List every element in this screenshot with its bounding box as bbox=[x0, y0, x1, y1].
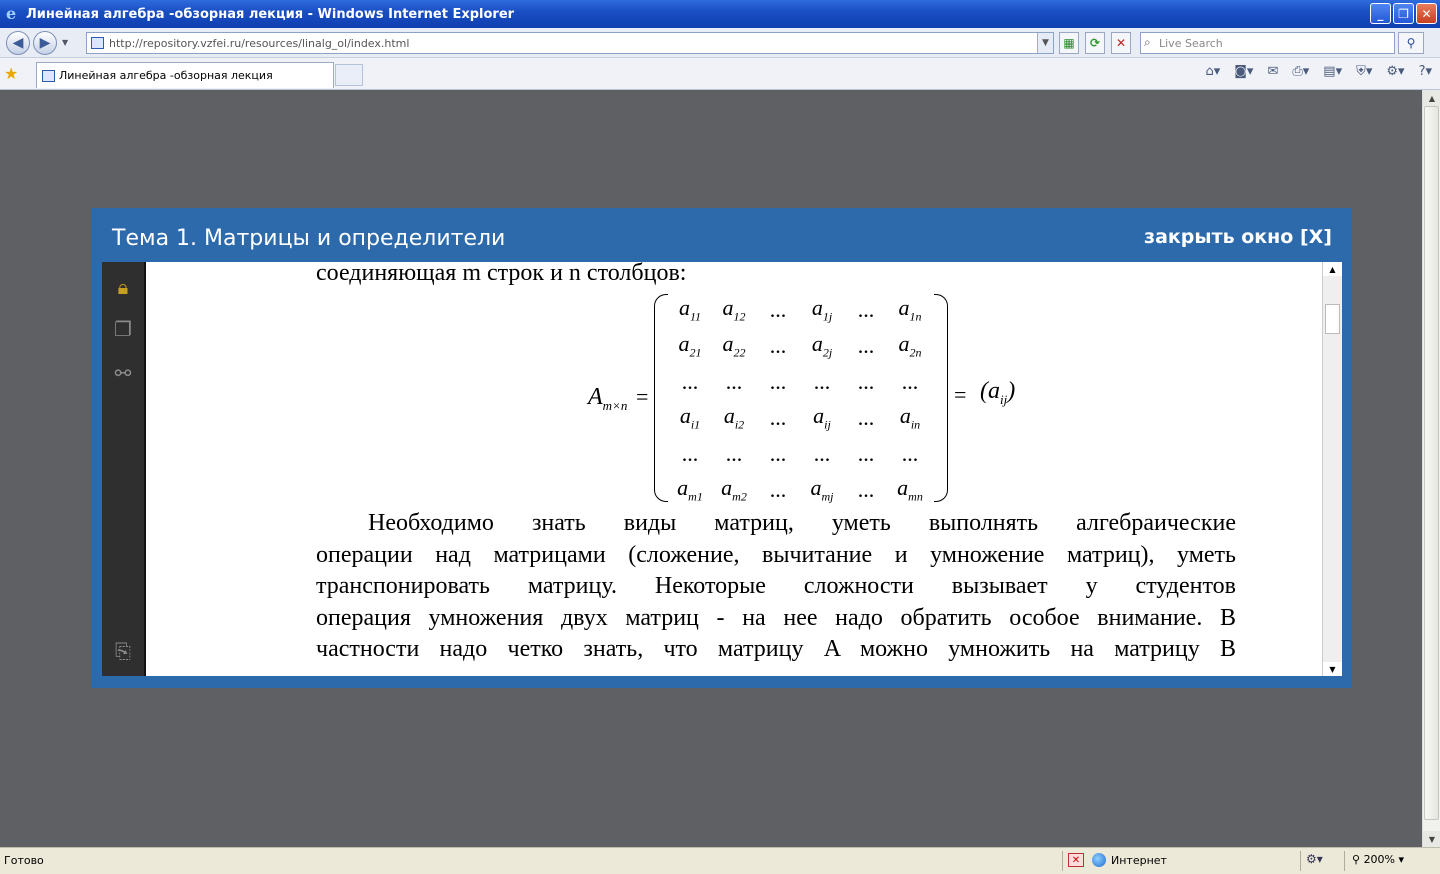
equals-sign-2: = bbox=[954, 382, 967, 407]
tools-icon[interactable]: ⚙▾ bbox=[1386, 64, 1405, 79]
matrix-lhs: $A_{m\times n}$ bbox=[588, 384, 628, 413]
tab-title: Линейная алгебра -обзорная лекция bbox=[59, 69, 273, 82]
window-titlebar bbox=[0, 0, 1440, 28]
stop-button[interactable] bbox=[1111, 32, 1131, 54]
zoom-level: 200% bbox=[1363, 853, 1396, 866]
status-divider bbox=[1062, 851, 1063, 871]
binoculars-icon[interactable]: ⚯ bbox=[114, 361, 132, 385]
paragraph-line-4: операция умножения двух матриц - на нее надо обратить особое внимание. В bbox=[316, 604, 1236, 631]
scroll-down-arrow[interactable]: ▼ bbox=[1423, 831, 1440, 847]
window-controls bbox=[1370, 3, 1437, 24]
back-button[interactable] bbox=[6, 31, 30, 55]
matrix-rhs: $(a_{ij})$ bbox=[980, 378, 1016, 407]
doc-scroll-down[interactable]: ▼ bbox=[1323, 662, 1342, 676]
zone-label: Интернет bbox=[1111, 853, 1167, 867]
text-line-1: соединяющая m строк и n столбцов: bbox=[316, 262, 687, 286]
refresh-button[interactable] bbox=[1085, 32, 1105, 54]
live-search-icon: ⌕ bbox=[1144, 35, 1151, 49]
favorites-star-icon[interactable]: ★ bbox=[4, 64, 19, 83]
tab-row bbox=[0, 58, 1440, 90]
compat-icon: ▦ bbox=[1063, 36, 1075, 50]
window-title: Линейная алгебра -обзорная лекция - Windows Internet Explorer bbox=[26, 6, 515, 22]
equals-sign-1: = bbox=[636, 384, 649, 409]
browser-scrollbar[interactable] bbox=[1422, 90, 1440, 847]
refresh-icon: ⟳ bbox=[1089, 36, 1101, 50]
search-placeholder: Live Search bbox=[1159, 36, 1223, 50]
address-toolbar bbox=[0, 28, 1440, 58]
new-tab-button[interactable] bbox=[335, 64, 363, 86]
globe-icon bbox=[1092, 853, 1106, 867]
search-field[interactable] bbox=[1140, 32, 1395, 54]
doc-scroll-up[interactable]: ▲ bbox=[1323, 262, 1342, 276]
status-divider-3 bbox=[1344, 851, 1345, 871]
paperclip-icon[interactable]: ⎘ bbox=[115, 639, 131, 663]
paragraph-line-5: частности надо четко знать, что матрицу A можно умножить на матрицу B bbox=[316, 636, 1236, 662]
help-icon[interactable]: ?▾ bbox=[1418, 64, 1432, 79]
page-menu-icon[interactable]: ▤▾ bbox=[1323, 64, 1343, 79]
search-button[interactable] bbox=[1398, 32, 1424, 54]
history-dropdown[interactable]: ▼ bbox=[62, 38, 69, 47]
document-scrollbar[interactable] bbox=[1322, 262, 1342, 676]
scroll-up-arrow[interactable]: ▲ bbox=[1423, 90, 1440, 106]
command-bar bbox=[1206, 64, 1432, 79]
viewer-sidebar bbox=[102, 262, 146, 676]
tab-page-icon bbox=[42, 70, 55, 82]
zoom-control[interactable]: ⚲ 200% ▾ bbox=[1352, 853, 1405, 866]
paragraph-line-3: транспонировать матрицу. Некоторые сложности вызывает у студентов bbox=[316, 573, 1236, 599]
address-field[interactable] bbox=[86, 32, 1054, 54]
search-icon: ⚲ bbox=[1406, 36, 1416, 50]
forward-icon: ▶ bbox=[39, 35, 51, 51]
matrix-grid: $a_{11}$ $a_{12}$ ... $a_{1j}$ ... $a_{1n}$ $a_{21}$ $a_{22}$ ... $a_{2j}$ ... $a_{2n}$ ... ... ... ... ... ... $a_{i1}$ $a_{i2}$ ... $a_{ij}$ ... $a_{in}$ ... ... ... ... ... ... $a_{m1}$ $a_{m2}$ ... $a_{mj}$ ... $a_{mn}$ bbox=[677, 295, 923, 504]
pages-icon[interactable]: ❐ bbox=[114, 317, 132, 341]
panel-title: Тема 1. Матрицы и определители bbox=[112, 226, 506, 251]
close-window-button[interactable]: ✕ bbox=[1416, 3, 1437, 24]
lecture-panel bbox=[92, 208, 1352, 688]
close-panel-button[interactable]: закрыть окно [X] bbox=[1144, 226, 1332, 248]
home-icon[interactable]: ⌂▾ bbox=[1205, 64, 1221, 79]
page-icon bbox=[91, 37, 104, 49]
status-bar bbox=[0, 847, 1440, 874]
mail-icon[interactable]: ✉ bbox=[1267, 64, 1279, 79]
print-icon[interactable]: ⎙▾ bbox=[1292, 64, 1310, 79]
address-dropdown[interactable]: ▼ bbox=[1037, 33, 1053, 53]
rss-icon[interactable]: ◙▾ bbox=[1234, 64, 1254, 79]
right-paren bbox=[934, 294, 948, 502]
security-zone bbox=[1092, 853, 1167, 867]
status-text: Готово bbox=[4, 854, 44, 867]
back-icon: ◀ bbox=[12, 35, 24, 51]
address-url: http://repository.vzfei.ru/resources/linalg_ol/index.html bbox=[109, 36, 410, 50]
left-paren bbox=[654, 294, 668, 502]
status-divider-2 bbox=[1300, 851, 1301, 871]
blocked-icon[interactable]: ✕ bbox=[1068, 853, 1084, 867]
ie-icon: e bbox=[6, 4, 17, 23]
safety-icon[interactable]: ⛨▾ bbox=[1356, 64, 1373, 79]
scroll-thumb[interactable] bbox=[1424, 106, 1439, 820]
lock-icon[interactable]: 🔒︎ bbox=[117, 275, 129, 299]
paragraph-line-1: Необходимо знать виды матриц, уметь выполнять алгебраические bbox=[368, 510, 1236, 536]
compat-button[interactable] bbox=[1059, 32, 1079, 54]
doc-scroll-thumb[interactable] bbox=[1325, 304, 1340, 334]
maximize-button[interactable]: ❐ bbox=[1393, 3, 1414, 24]
paragraph-line-2: операции над матрицами (сложение, вычитание и умножение матриц), уметь bbox=[316, 541, 1236, 568]
document-page bbox=[148, 262, 1322, 676]
tab-current[interactable] bbox=[36, 62, 334, 88]
forward-button[interactable] bbox=[33, 31, 57, 55]
pdf-viewer bbox=[102, 262, 1342, 676]
matrix-formula bbox=[588, 292, 1028, 508]
protected-mode-icon[interactable]: ⚙▾ bbox=[1306, 852, 1323, 866]
minimize-button[interactable]: _ bbox=[1370, 3, 1391, 24]
stop-icon: ✕ bbox=[1115, 36, 1127, 50]
